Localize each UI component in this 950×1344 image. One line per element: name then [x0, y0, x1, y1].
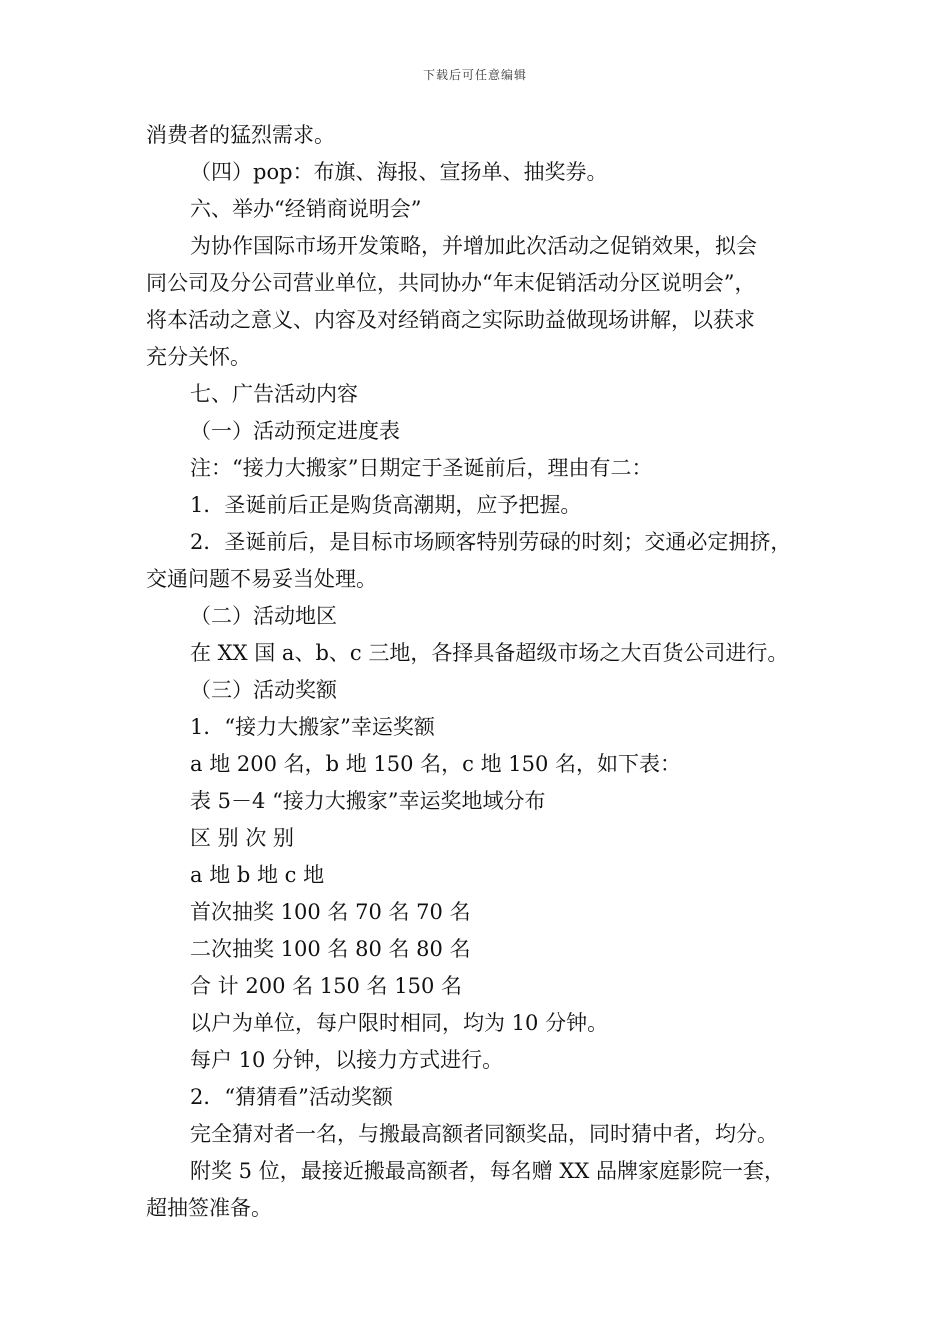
paragraph-line: 交通问题不易妥当处理。: [146, 567, 377, 591]
table-row: 二次抽奖 100 名 80 名 80 名: [190, 937, 471, 961]
subsection-heading: （三）活动奖额: [190, 678, 337, 702]
paragraph-line: 注：“接力大搬家”日期定于圣诞前后，理由有二：: [190, 456, 653, 480]
list-item: 2．圣诞前后，是目标市场顾客特别劳碌的时刻；交通必定拥挤，: [190, 530, 792, 554]
list-item: 1．“接力大搬家”幸运奖额: [190, 715, 435, 739]
paragraph-line: （四）pop：布旗、海报、宣扬单、抽奖券。: [190, 160, 608, 184]
table-caption: 表 5－4 “接力大搬家”幸运奖地域分布: [190, 789, 546, 813]
paragraph-line: 同公司及分公司营业单位，共同协办“年末促销活动分区说明会”，: [146, 271, 756, 295]
paragraph-line: 充分关怀。: [146, 345, 251, 369]
section-heading: 六、举办“经销商说明会”: [190, 197, 422, 221]
subsection-heading: （二）活动地区: [190, 604, 337, 628]
section-heading: 七、广告活动内容: [190, 382, 358, 406]
list-item: 1．圣诞前后正是购货高潮期，应予把握。: [190, 493, 582, 517]
table-row: a 地 b 地 c 地: [190, 863, 325, 887]
paragraph-line: 超抽签准备。: [146, 1196, 272, 1220]
paragraph-line: 以户为单位，每户限时相同，均为 10 分钟。: [190, 1011, 609, 1035]
paragraph-line: 消费者的猛烈需求。: [146, 123, 335, 147]
paragraph-line: 每户 10 分钟，以接力方式进行。: [190, 1048, 504, 1072]
list-item: 2．“猜猜看”活动奖额: [190, 1085, 393, 1109]
subsection-heading: （一）活动预定进度表: [190, 419, 400, 443]
table-row: 合 计 200 名 150 名 150 名: [190, 974, 462, 998]
paragraph-line: 附奖 5 位，最接近搬最高额者，每名赠 XX 品牌家庭影院一套，: [190, 1159, 785, 1183]
paragraph-line: 在 XX 国 a、b、c 三地，各择具备超级市场之大百货公司进行。: [190, 641, 789, 665]
table-row: 区 别 次 别: [190, 826, 295, 850]
paragraph-line: 将本活动之意义、内容及对经销商之实际助益做现场讲解，以获求: [146, 308, 755, 332]
table-row: 首次抽奖 100 名 70 名 70 名: [190, 900, 471, 924]
paragraph-line: a 地 200 名，b 地 150 名，c 地 150 名，如下表：: [190, 752, 682, 776]
paragraph-line: 完全猜对者一名，与搬最高额者同额奖品，同时猜中者，均分。: [190, 1122, 778, 1146]
page-header: 下载后可任意编辑: [422, 68, 527, 82]
document-body: [146, 117, 826, 1227]
paragraph-line: 为协作国际市场开发策略，并增加此次活动之促销效果，拟会: [190, 234, 757, 258]
